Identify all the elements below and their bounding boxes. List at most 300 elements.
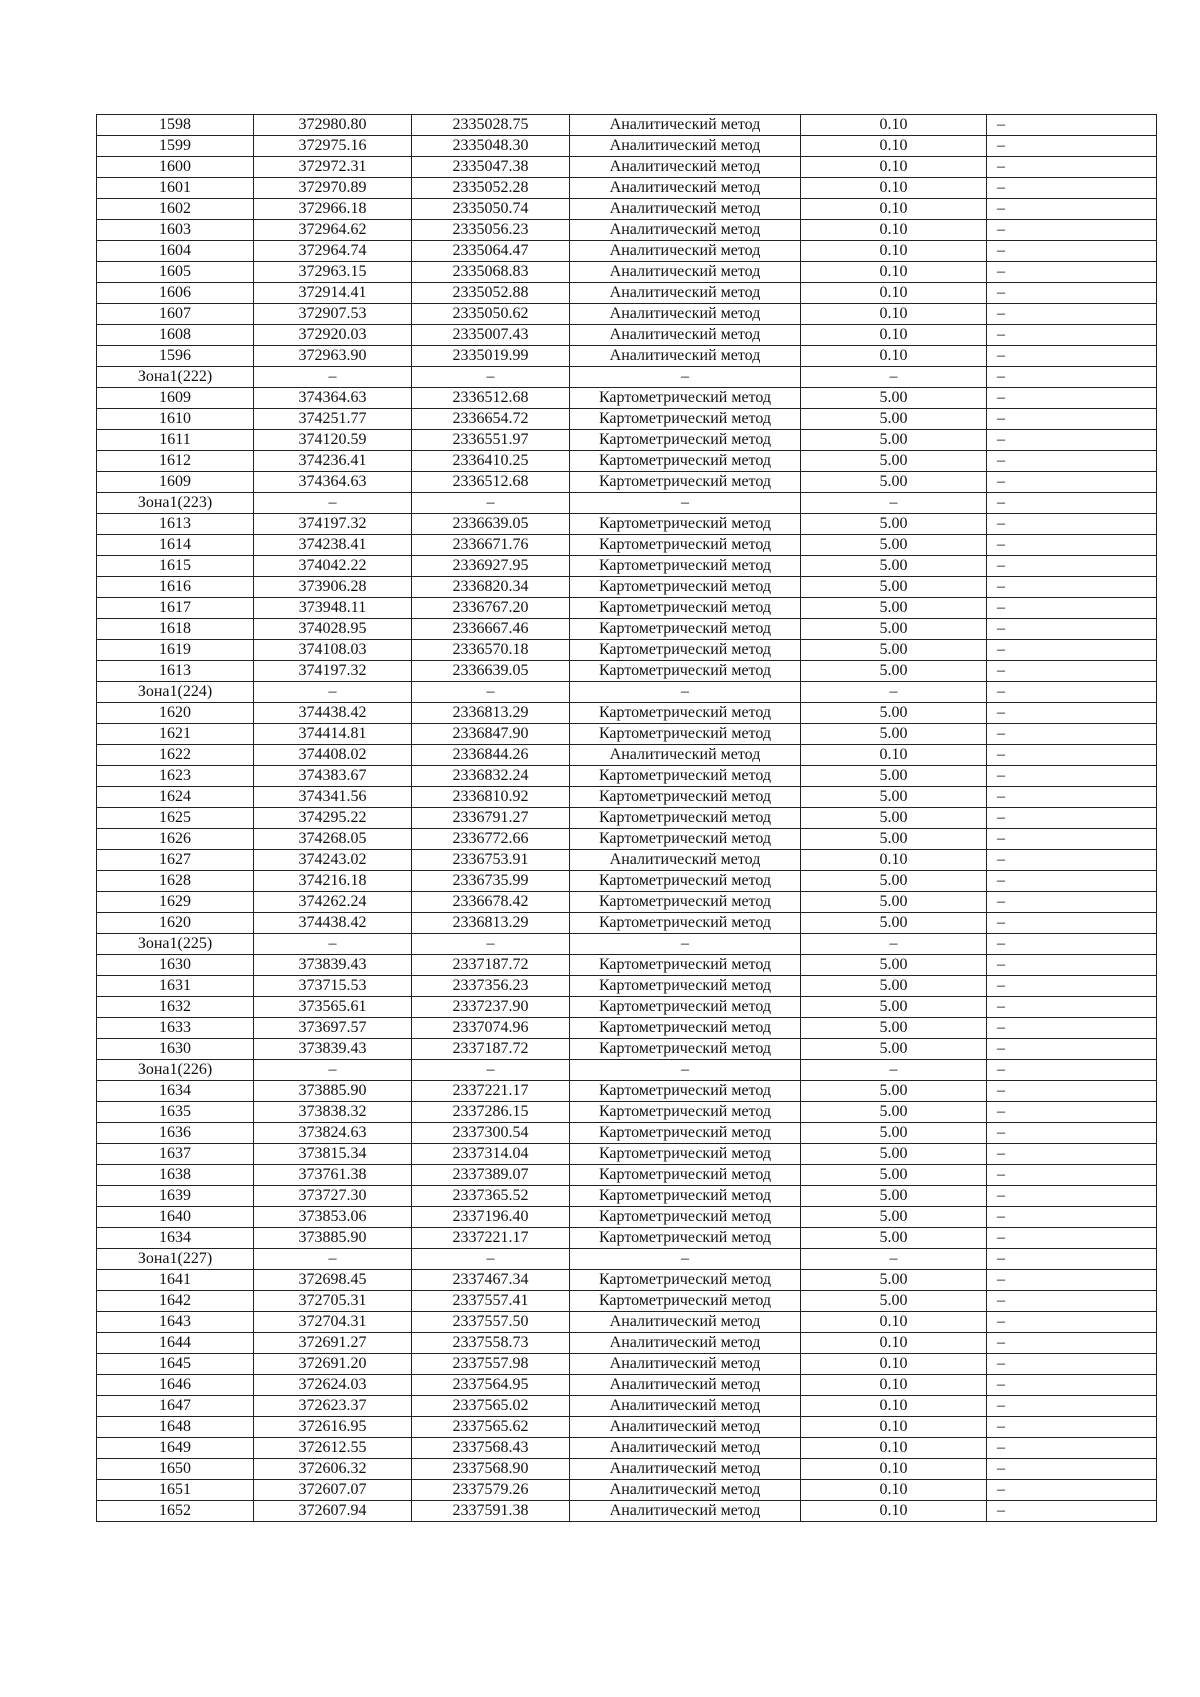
method-cell: Картометрический метод <box>570 661 801 682</box>
table-row <box>97 1039 1157 1060</box>
accuracy-cell: 5.00 <box>801 808 987 829</box>
y-coordinate-cell: – <box>412 934 570 955</box>
description-cell: – <box>987 409 1157 430</box>
x-coordinate-cell: 373948.11 <box>254 598 412 619</box>
accuracy-cell: 5.00 <box>801 577 987 598</box>
point-number-cell: Зона1(226) <box>97 1060 254 1081</box>
x-coordinate-cell: – <box>254 493 412 514</box>
description-cell: – <box>987 535 1157 556</box>
method-cell: Картометрический метод <box>570 724 801 745</box>
y-coordinate-cell: 2336791.27 <box>412 808 570 829</box>
description-cell: – <box>987 241 1157 262</box>
accuracy-cell: 5.00 <box>801 1081 987 1102</box>
point-number-cell: 1603 <box>97 220 254 241</box>
table-row <box>97 766 1157 787</box>
x-coordinate-cell: 372964.62 <box>254 220 412 241</box>
point-number-cell: Зона1(223) <box>97 493 254 514</box>
point-number-cell: 1637 <box>97 1144 254 1165</box>
table-row <box>97 1438 1157 1459</box>
accuracy-cell: 0.10 <box>801 1312 987 1333</box>
description-cell: – <box>987 1081 1157 1102</box>
x-coordinate-cell: 374414.81 <box>254 724 412 745</box>
description-cell: – <box>987 1312 1157 1333</box>
accuracy-cell: – <box>801 1060 987 1081</box>
x-coordinate-cell: 374236.41 <box>254 451 412 472</box>
accuracy-cell: 5.00 <box>801 472 987 493</box>
x-coordinate-cell: 372972.31 <box>254 157 412 178</box>
x-coordinate-cell: 374295.22 <box>254 808 412 829</box>
x-coordinate-cell: 373761.38 <box>254 1165 412 1186</box>
description-cell: – <box>987 388 1157 409</box>
x-coordinate-cell: 372705.31 <box>254 1291 412 1312</box>
table-row <box>97 1165 1157 1186</box>
accuracy-cell: 5.00 <box>801 997 987 1018</box>
table-row <box>97 1375 1157 1396</box>
accuracy-cell: 0.10 <box>801 157 987 178</box>
point-number-cell: 1615 <box>97 556 254 577</box>
y-coordinate-cell: 2335064.47 <box>412 241 570 262</box>
accuracy-cell: 5.00 <box>801 976 987 997</box>
x-coordinate-cell: 372612.55 <box>254 1438 412 1459</box>
table-row <box>97 997 1157 1018</box>
description-cell: – <box>987 577 1157 598</box>
accuracy-cell: 0.10 <box>801 1480 987 1501</box>
x-coordinate-cell: 372607.94 <box>254 1501 412 1522</box>
accuracy-cell: 0.10 <box>801 1354 987 1375</box>
accuracy-cell: 0.10 <box>801 199 987 220</box>
accuracy-cell: 5.00 <box>801 430 987 451</box>
accuracy-cell: 0.10 <box>801 346 987 367</box>
table-row <box>97 1186 1157 1207</box>
point-number-cell: 1642 <box>97 1291 254 1312</box>
method-cell: Аналитический метод <box>570 1459 801 1480</box>
point-number-cell: 1651 <box>97 1480 254 1501</box>
zone-header-row <box>97 367 1157 388</box>
accuracy-cell: 5.00 <box>801 535 987 556</box>
method-cell: Аналитический метод <box>570 262 801 283</box>
y-coordinate-cell: 2336767.20 <box>412 598 570 619</box>
method-cell: Картометрический метод <box>570 1291 801 1312</box>
table-row <box>97 787 1157 808</box>
accuracy-cell: 0.10 <box>801 1333 987 1354</box>
description-cell: – <box>987 262 1157 283</box>
method-cell: Аналитический метод <box>570 1396 801 1417</box>
point-number-cell: 1600 <box>97 157 254 178</box>
y-coordinate-cell: 2337565.62 <box>412 1417 570 1438</box>
accuracy-cell: 5.00 <box>801 829 987 850</box>
method-cell: Картометрический метод <box>570 472 801 493</box>
y-coordinate-cell: 2337187.72 <box>412 955 570 976</box>
accuracy-cell: 0.10 <box>801 1501 987 1522</box>
y-coordinate-cell: 2336512.68 <box>412 472 570 493</box>
point-number-cell: 1625 <box>97 808 254 829</box>
description-cell: – <box>987 115 1157 136</box>
method-cell: Картометрический метод <box>570 955 801 976</box>
point-number-cell: 1613 <box>97 514 254 535</box>
accuracy-cell: 5.00 <box>801 871 987 892</box>
description-cell: – <box>987 1207 1157 1228</box>
description-cell: – <box>987 787 1157 808</box>
x-coordinate-cell: 374120.59 <box>254 430 412 451</box>
table-row <box>97 283 1157 304</box>
point-number-cell: Зона1(225) <box>97 934 254 955</box>
description-cell: – <box>987 955 1157 976</box>
x-coordinate-cell: 372975.16 <box>254 136 412 157</box>
x-coordinate-cell: 372964.74 <box>254 241 412 262</box>
accuracy-cell: 0.10 <box>801 262 987 283</box>
y-coordinate-cell: 2335052.88 <box>412 283 570 304</box>
x-coordinate-cell: 374262.24 <box>254 892 412 913</box>
accuracy-cell: 5.00 <box>801 1102 987 1123</box>
y-coordinate-cell: 2337221.17 <box>412 1228 570 1249</box>
method-cell: Аналитический метод <box>570 157 801 178</box>
y-coordinate-cell: 2336410.25 <box>412 451 570 472</box>
description-cell: – <box>987 346 1157 367</box>
method-cell: Аналитический метод <box>570 1375 801 1396</box>
method-cell: Картометрический метод <box>570 1165 801 1186</box>
y-coordinate-cell: 2336735.99 <box>412 871 570 892</box>
table-row <box>97 661 1157 682</box>
description-cell: – <box>987 430 1157 451</box>
x-coordinate-cell: 373565.61 <box>254 997 412 1018</box>
method-cell: Картометрический метод <box>570 556 801 577</box>
description-cell: – <box>987 451 1157 472</box>
accuracy-cell: 5.00 <box>801 892 987 913</box>
method-cell: Картометрический метод <box>570 1102 801 1123</box>
description-cell: – <box>987 1333 1157 1354</box>
point-number-cell: 1606 <box>97 283 254 304</box>
point-number-cell: 1612 <box>97 451 254 472</box>
y-coordinate-cell: 2337314.04 <box>412 1144 570 1165</box>
description-cell: – <box>987 367 1157 388</box>
method-cell: Картометрический метод <box>570 388 801 409</box>
method-cell: – <box>570 1060 801 1081</box>
method-cell: Картометрический метод <box>570 787 801 808</box>
x-coordinate-cell: 372966.18 <box>254 199 412 220</box>
y-coordinate-cell: 2335056.23 <box>412 220 570 241</box>
method-cell: Аналитический метод <box>570 745 801 766</box>
description-cell: – <box>987 808 1157 829</box>
table-row <box>97 514 1157 535</box>
zone-header-row <box>97 934 1157 955</box>
y-coordinate-cell: 2336927.95 <box>412 556 570 577</box>
point-number-cell: 1601 <box>97 178 254 199</box>
method-cell: Картометрический метод <box>570 1144 801 1165</box>
y-coordinate-cell: 2336512.68 <box>412 388 570 409</box>
accuracy-cell: 5.00 <box>801 1165 987 1186</box>
method-cell: Аналитический метод <box>570 304 801 325</box>
method-cell: Картометрический метод <box>570 430 801 451</box>
coordinates-table-body <box>97 115 1157 1522</box>
y-coordinate-cell: 2337568.43 <box>412 1438 570 1459</box>
point-number-cell: 1605 <box>97 262 254 283</box>
zone-header-row <box>97 682 1157 703</box>
point-number-cell: 1611 <box>97 430 254 451</box>
method-cell: Картометрический метод <box>570 766 801 787</box>
point-number-cell: 1638 <box>97 1165 254 1186</box>
point-number-cell: 1609 <box>97 472 254 493</box>
description-cell: – <box>987 220 1157 241</box>
point-number-cell: 1628 <box>97 871 254 892</box>
point-number-cell: 1613 <box>97 661 254 682</box>
accuracy-cell: 5.00 <box>801 1186 987 1207</box>
x-coordinate-cell: 374197.32 <box>254 514 412 535</box>
accuracy-cell: 0.10 <box>801 1438 987 1459</box>
method-cell: Картометрический метод <box>570 577 801 598</box>
x-coordinate-cell: 373885.90 <box>254 1228 412 1249</box>
description-cell: – <box>987 1375 1157 1396</box>
description-cell: – <box>987 1060 1157 1081</box>
y-coordinate-cell: 2336813.29 <box>412 913 570 934</box>
method-cell: Картометрический метод <box>570 997 801 1018</box>
point-number-cell: 1607 <box>97 304 254 325</box>
y-coordinate-cell: 2336678.42 <box>412 892 570 913</box>
point-number-cell: 1617 <box>97 598 254 619</box>
description-cell: – <box>987 283 1157 304</box>
method-cell: Картометрический метод <box>570 1270 801 1291</box>
description-cell: – <box>987 745 1157 766</box>
method-cell: Картометрический метод <box>570 871 801 892</box>
method-cell: Картометрический метод <box>570 1123 801 1144</box>
y-coordinate-cell: 2335068.83 <box>412 262 570 283</box>
table-row <box>97 745 1157 766</box>
y-coordinate-cell: 2337557.50 <box>412 1312 570 1333</box>
table-row <box>97 1228 1157 1249</box>
description-cell: – <box>987 619 1157 640</box>
x-coordinate-cell: 374383.67 <box>254 766 412 787</box>
point-number-cell: 1604 <box>97 241 254 262</box>
description-cell: – <box>987 1417 1157 1438</box>
y-coordinate-cell: – <box>412 1249 570 1270</box>
x-coordinate-cell: 372920.03 <box>254 325 412 346</box>
method-cell: Аналитический метод <box>570 1417 801 1438</box>
method-cell: Картометрический метод <box>570 1186 801 1207</box>
table-row <box>97 472 1157 493</box>
y-coordinate-cell: 2337557.98 <box>412 1354 570 1375</box>
accuracy-cell: 5.00 <box>801 1291 987 1312</box>
description-cell: – <box>987 325 1157 346</box>
description-cell: – <box>987 493 1157 514</box>
table-row <box>97 241 1157 262</box>
table-row <box>97 724 1157 745</box>
method-cell: Аналитический метод <box>570 1333 801 1354</box>
y-coordinate-cell: 2337356.23 <box>412 976 570 997</box>
table-row <box>97 1354 1157 1375</box>
table-row <box>97 178 1157 199</box>
accuracy-cell: 5.00 <box>801 619 987 640</box>
accuracy-cell: 0.10 <box>801 850 987 871</box>
description-cell: – <box>987 1123 1157 1144</box>
x-coordinate-cell: 372691.20 <box>254 1354 412 1375</box>
y-coordinate-cell: 2337365.52 <box>412 1186 570 1207</box>
x-coordinate-cell: 374042.22 <box>254 556 412 577</box>
y-coordinate-cell: 2337557.41 <box>412 1291 570 1312</box>
description-cell: – <box>987 997 1157 1018</box>
accuracy-cell: – <box>801 367 987 388</box>
table-row <box>97 1270 1157 1291</box>
description-cell: – <box>987 1501 1157 1522</box>
y-coordinate-cell: – <box>412 682 570 703</box>
y-coordinate-cell: 2337568.90 <box>412 1459 570 1480</box>
x-coordinate-cell: 373815.34 <box>254 1144 412 1165</box>
x-coordinate-cell: 374268.05 <box>254 829 412 850</box>
accuracy-cell: – <box>801 934 987 955</box>
accuracy-cell: 5.00 <box>801 409 987 430</box>
table-row <box>97 262 1157 283</box>
accuracy-cell: 0.10 <box>801 241 987 262</box>
y-coordinate-cell: 2336832.24 <box>412 766 570 787</box>
description-cell: – <box>987 829 1157 850</box>
table-row <box>97 1144 1157 1165</box>
description-cell: – <box>987 1039 1157 1060</box>
point-number-cell: 1630 <box>97 955 254 976</box>
accuracy-cell: 5.00 <box>801 1270 987 1291</box>
method-cell: Картометрический метод <box>570 892 801 913</box>
y-coordinate-cell: 2336570.18 <box>412 640 570 661</box>
method-cell: Аналитический метод <box>570 1480 801 1501</box>
table-row <box>97 1312 1157 1333</box>
y-coordinate-cell: 2336844.26 <box>412 745 570 766</box>
point-number-cell: 1620 <box>97 703 254 724</box>
x-coordinate-cell: – <box>254 682 412 703</box>
method-cell: Картометрический метод <box>570 1228 801 1249</box>
accuracy-cell: – <box>801 493 987 514</box>
x-coordinate-cell: 373906.28 <box>254 577 412 598</box>
x-coordinate-cell: 372698.45 <box>254 1270 412 1291</box>
y-coordinate-cell: 2336671.76 <box>412 535 570 556</box>
description-cell: – <box>987 556 1157 577</box>
method-cell: Картометрический метод <box>570 1039 801 1060</box>
method-cell: Аналитический метод <box>570 1312 801 1333</box>
point-number-cell: Зона1(222) <box>97 367 254 388</box>
x-coordinate-cell: 374028.95 <box>254 619 412 640</box>
point-number-cell: 1635 <box>97 1102 254 1123</box>
y-coordinate-cell: 2336810.92 <box>412 787 570 808</box>
x-coordinate-cell: 374197.32 <box>254 661 412 682</box>
method-cell: Картометрический метод <box>570 703 801 724</box>
description-cell: – <box>987 136 1157 157</box>
point-number-cell: 1623 <box>97 766 254 787</box>
description-cell: – <box>987 598 1157 619</box>
y-coordinate-cell: 2337237.90 <box>412 997 570 1018</box>
accuracy-cell: 5.00 <box>801 1018 987 1039</box>
y-coordinate-cell: – <box>412 1060 570 1081</box>
x-coordinate-cell: 374238.41 <box>254 535 412 556</box>
y-coordinate-cell: 2335007.43 <box>412 325 570 346</box>
point-number-cell: 1644 <box>97 1333 254 1354</box>
table-row <box>97 451 1157 472</box>
table-row <box>97 409 1157 430</box>
accuracy-cell: 5.00 <box>801 1228 987 1249</box>
point-number-cell: Зона1(224) <box>97 682 254 703</box>
accuracy-cell: 5.00 <box>801 598 987 619</box>
accuracy-cell: 0.10 <box>801 1375 987 1396</box>
x-coordinate-cell: 372691.27 <box>254 1333 412 1354</box>
y-coordinate-cell: 2335028.75 <box>412 115 570 136</box>
table-row <box>97 619 1157 640</box>
point-number-cell: 1649 <box>97 1438 254 1459</box>
x-coordinate-cell: 374108.03 <box>254 640 412 661</box>
x-coordinate-cell: 372980.80 <box>254 115 412 136</box>
method-cell: Картометрический метод <box>570 598 801 619</box>
y-coordinate-cell: – <box>412 493 570 514</box>
point-number-cell: 1647 <box>97 1396 254 1417</box>
table-row <box>97 346 1157 367</box>
y-coordinate-cell: 2337300.54 <box>412 1123 570 1144</box>
point-number-cell: 1614 <box>97 535 254 556</box>
table-row <box>97 1207 1157 1228</box>
table-row <box>97 136 1157 157</box>
x-coordinate-cell: 373715.53 <box>254 976 412 997</box>
accuracy-cell: 5.00 <box>801 724 987 745</box>
description-cell: – <box>987 766 1157 787</box>
x-coordinate-cell: 372623.37 <box>254 1396 412 1417</box>
y-coordinate-cell: 2337074.96 <box>412 1018 570 1039</box>
table-row <box>97 976 1157 997</box>
method-cell: Аналитический метод <box>570 325 801 346</box>
point-number-cell: 1610 <box>97 409 254 430</box>
y-coordinate-cell: 2337591.38 <box>412 1501 570 1522</box>
y-coordinate-cell: 2336813.29 <box>412 703 570 724</box>
table-row <box>97 829 1157 850</box>
description-cell: – <box>987 1354 1157 1375</box>
table-row <box>97 1333 1157 1354</box>
y-coordinate-cell: 2336772.66 <box>412 829 570 850</box>
y-coordinate-cell: – <box>412 367 570 388</box>
table-row <box>97 871 1157 892</box>
accuracy-cell: 0.10 <box>801 220 987 241</box>
accuracy-cell: 0.10 <box>801 745 987 766</box>
point-number-cell: 1626 <box>97 829 254 850</box>
point-number-cell: 1608 <box>97 325 254 346</box>
point-number-cell: 1643 <box>97 1312 254 1333</box>
point-number-cell: Зона1(227) <box>97 1249 254 1270</box>
y-coordinate-cell: 2336551.97 <box>412 430 570 451</box>
method-cell: Аналитический метод <box>570 115 801 136</box>
description-cell: – <box>987 1165 1157 1186</box>
accuracy-cell: 0.10 <box>801 115 987 136</box>
x-coordinate-cell: 373727.30 <box>254 1186 412 1207</box>
point-number-cell: 1627 <box>97 850 254 871</box>
x-coordinate-cell: 374364.63 <box>254 388 412 409</box>
table-row <box>97 640 1157 661</box>
description-cell: – <box>987 1459 1157 1480</box>
description-cell: – <box>987 724 1157 745</box>
accuracy-cell: 0.10 <box>801 283 987 304</box>
accuracy-cell: 0.10 <box>801 178 987 199</box>
method-cell: Картометрический метод <box>570 619 801 640</box>
method-cell: Картометрический метод <box>570 913 801 934</box>
table-row <box>97 199 1157 220</box>
table-row <box>97 1291 1157 1312</box>
table-row <box>97 535 1157 556</box>
y-coordinate-cell: 2335052.28 <box>412 178 570 199</box>
accuracy-cell: – <box>801 682 987 703</box>
description-cell: – <box>987 682 1157 703</box>
description-cell: – <box>987 934 1157 955</box>
accuracy-cell: 5.00 <box>801 514 987 535</box>
description-cell: – <box>987 976 1157 997</box>
accuracy-cell: 5.00 <box>801 1123 987 1144</box>
description-cell: – <box>987 304 1157 325</box>
description-cell: – <box>987 157 1157 178</box>
point-number-cell: 1596 <box>97 346 254 367</box>
method-cell: Картометрический метод <box>570 976 801 997</box>
description-cell: – <box>987 1186 1157 1207</box>
table-row <box>97 430 1157 451</box>
accuracy-cell: 5.00 <box>801 766 987 787</box>
x-coordinate-cell: 372624.03 <box>254 1375 412 1396</box>
